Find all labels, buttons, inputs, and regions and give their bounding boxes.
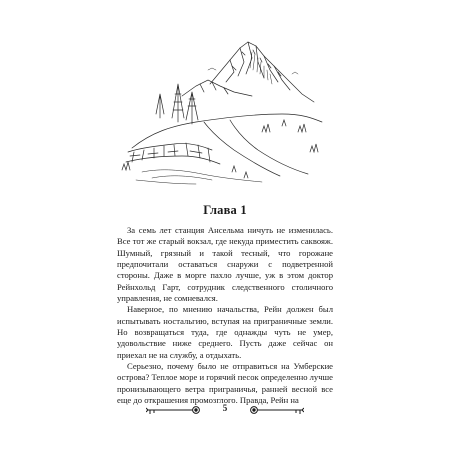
right-key-ornament-icon — [246, 405, 304, 415]
page-number: 5 — [222, 403, 228, 413]
chapter-body-text — [117, 225, 333, 407]
page-footer — [0, 402, 450, 418]
mountain-landscape-illustration — [112, 22, 326, 190]
chapter-title: Глава 1 — [203, 203, 247, 217]
paragraph: За семь лет станция Ансельма ничуть не изменилась. Все тот же старый вокзал, где некуда приместить саквояж. Шумный, грязный и такой тесный, что горожане предпочитали оставаться снаружи с подветренной стороны. Даже в морге пахло лучше, уж в этом доктор Рейнхольд Гарт, сотрудник следственного столичного управления, не сомневался. — [117, 225, 333, 304]
paragraph: Серьезно, почему было не отправиться на Умберские острова? Теплое море и горячий песок определенно лучше пронизывающего ветра приграничья, ранней весной все еще до открашения промозглого. Правда, Рейн на — [117, 361, 333, 406]
paragraph: Наверное, по мнению начальства, Рейн должен был испытывать ностальгию, вступая на приграничные земли. Но возвращаться туда, где однажды чуть не умер, удовольствие ниже среднего. Пусть даже сейчас он приехал не на службу, а отдыхать. — [117, 304, 333, 360]
